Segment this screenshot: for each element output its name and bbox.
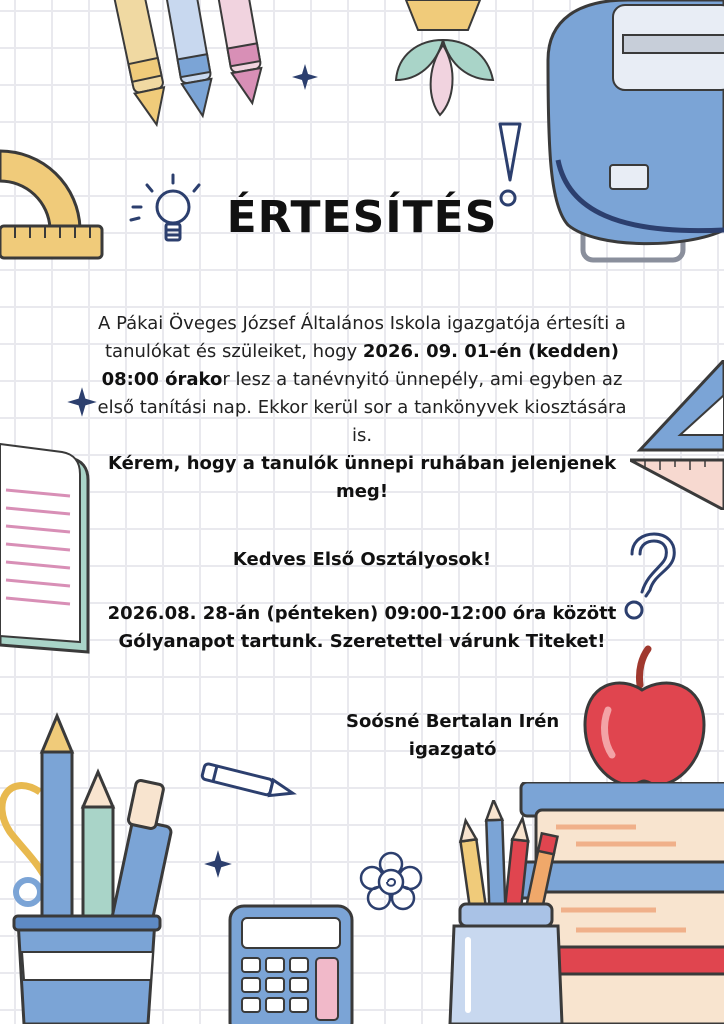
notice-body [90,310,634,506]
notice-date-time: 2026. 09. 01-én (kedden) 08:00 órako [101,341,619,390]
calculator-icon [226,900,356,1024]
pencil-icon [196,760,300,804]
first-graders-greeting: Kedves Első Osztályosok! [232,549,492,570]
first-graders-line-1: 2026.08. 28-án (pénteken) 09:00-12:00 óra között [107,603,617,624]
signature [346,708,559,764]
crayons-icon [108,0,278,140]
set-square-icon [630,360,724,510]
signature-role: igazgató [408,739,497,760]
first-graders-line-2: Gólyanapot tartunk. Szeretettel várunk Titeket! [118,631,606,652]
pencil-top-icon [388,0,503,120]
pencil-cup-icon [0,712,185,1024]
sparkle-icon [290,62,320,92]
signature-name: Soósné Bertalan Irén [346,711,560,732]
notice-intro-1: A Pákai Öveges József Általános Iskola igazgatója értesíti a tanulókat és szüleiket, hogy [98,313,626,362]
sparkle-icon [202,848,234,880]
page-title: ÉRTESÍTÉS [226,192,498,243]
apple-icon [580,645,708,790]
notice-intro-2: r lesz a tanévnyitó ünnepély, ami egyben az első tanítási nap. Ekkor kerül sor a tankönyvek kiosztására is. [97,369,627,446]
notice-appeal: Kérem, hogy a tanulók ünnepi ruhában jelenjenek meg! [107,453,617,502]
flower-icon [358,850,424,912]
pencil-jar-icon [444,800,566,1024]
